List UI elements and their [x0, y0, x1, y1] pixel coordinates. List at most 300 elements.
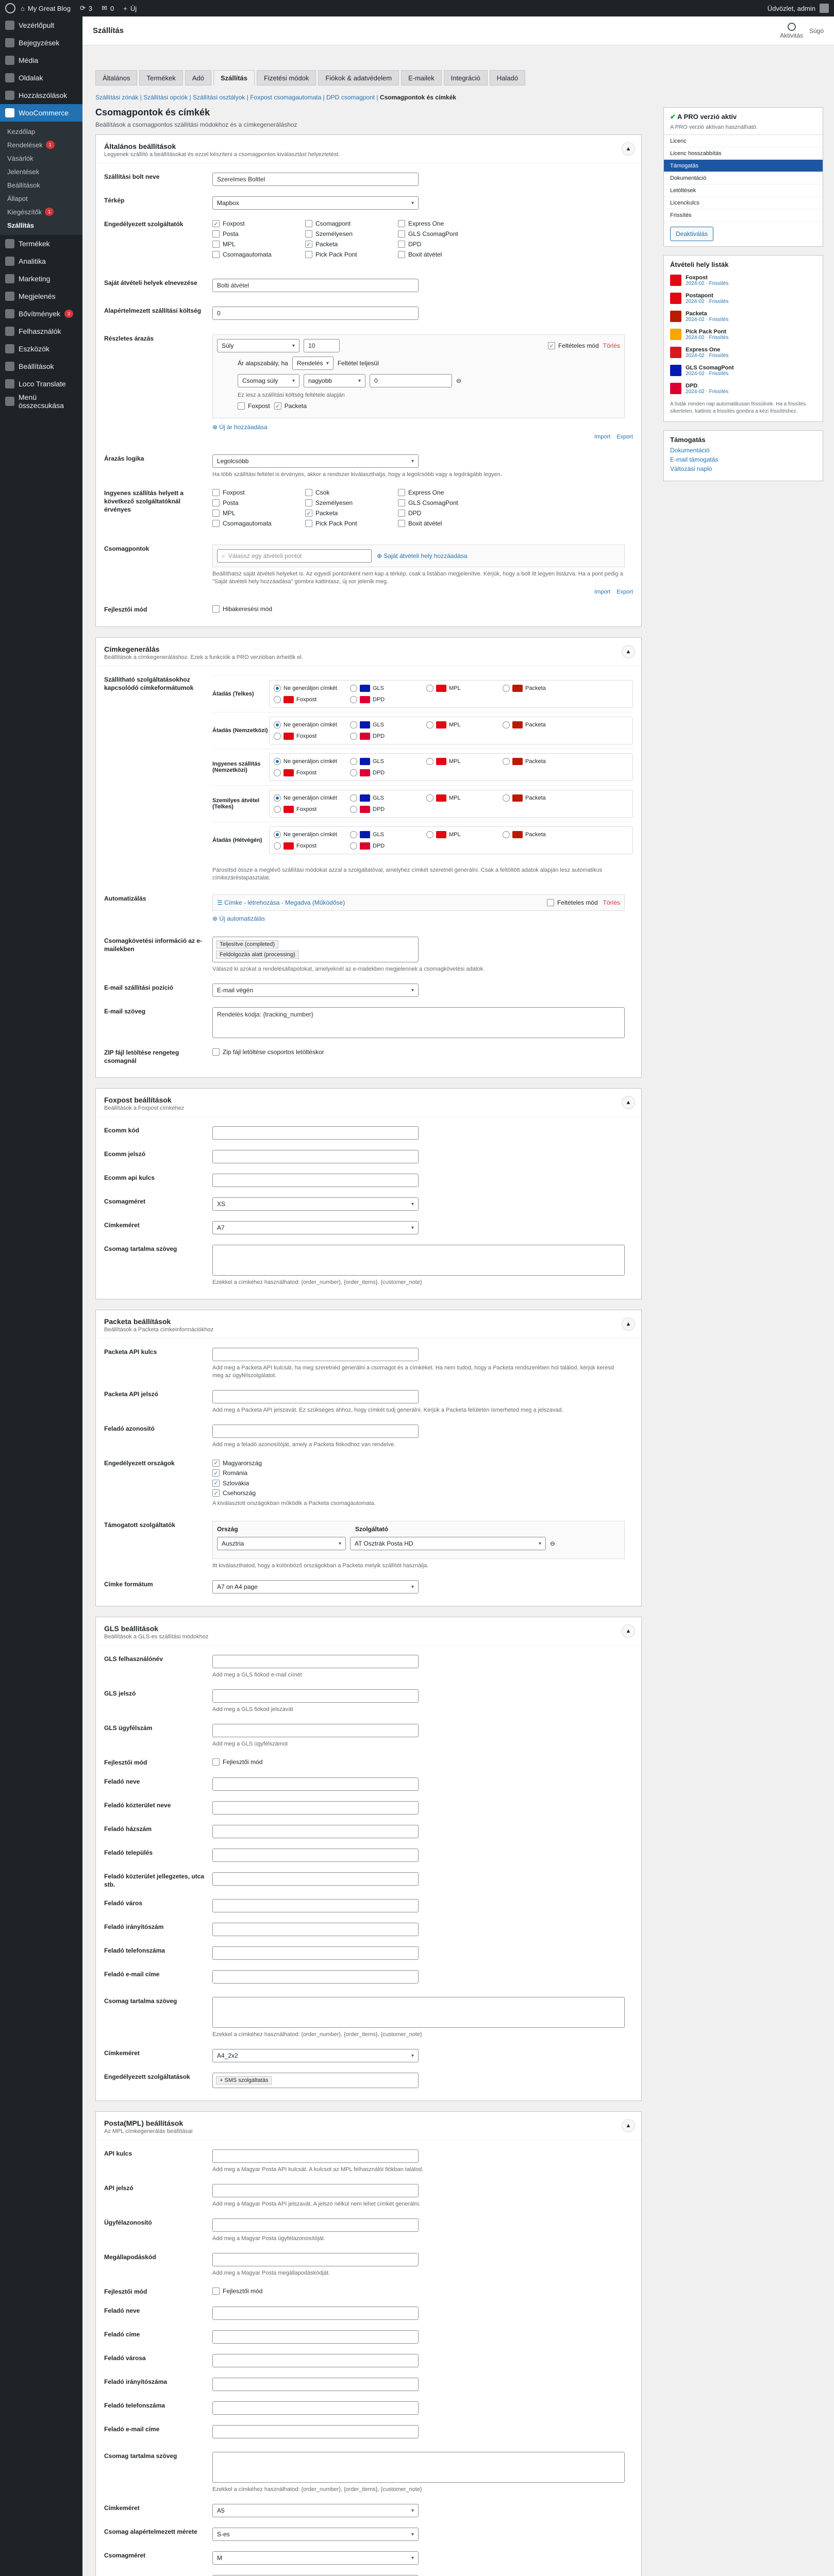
sidebar-item-b4[interactable]: [0, 305, 82, 323]
admin-sidebar: [0, 16, 82, 2576]
sidebar-item-label: Felhasználók: [19, 327, 61, 335]
deactivate-button[interactable]: Deaktiválás: [670, 227, 713, 241]
carrier-option[interactable]: [274, 696, 341, 703]
field-label: Szállítási bolt neve: [104, 173, 160, 180]
submenu-item[interactable]: [0, 192, 82, 205]
radio-icon: [503, 758, 510, 765]
sidebar-item-label: WooCommerce: [19, 109, 69, 117]
breadcrumb-link[interactable]: Szállítási opciók: [143, 94, 188, 101]
field-select[interactable]: [212, 1221, 419, 1234]
checkbox-label: DPD: [408, 510, 422, 517]
card-desc: Legyenek szállító a beállításokat és ezzel készíteni a csomagpontos kiválasztást helyeztetést.: [104, 151, 340, 158]
field-label: Packeta API jelszó: [104, 1391, 158, 1398]
tab[interactable]: Fiókok & adatvédelem: [318, 70, 399, 86]
carrier-checkbox[interactable]: [305, 520, 398, 527]
checkbox-icon: [547, 899, 554, 906]
email-position-select[interactable]: [212, 984, 419, 997]
tab[interactable]: E-mailek: [401, 70, 442, 86]
tab[interactable]: Szállítás: [213, 70, 255, 86]
carrier-logo-icon: [670, 347, 681, 358]
field-help: Add meg a Magyar Posta ügyfélazonosítóját.: [212, 2235, 325, 2242]
carrier-checkbox[interactable]: [398, 251, 491, 258]
rule-check-foxpost[interactable]: [238, 402, 270, 410]
field-label: Feladó közterület jellegzetes, utca stb.: [104, 1873, 205, 1888]
support-link[interactable]: Változási napló: [670, 465, 712, 472]
option-label: Foxpost: [296, 806, 317, 812]
status-tag[interactable]: Feldolgozás alatt (processing): [216, 951, 299, 959]
sidebar-item-a5[interactable]: [0, 104, 82, 122]
pro-link[interactable]: Licenc hosszabbítás: [664, 147, 823, 160]
field-input[interactable]: [212, 1899, 419, 1912]
sidebar-item-b3[interactable]: [0, 287, 82, 305]
carrier-checkbox[interactable]: [305, 499, 398, 506]
carrier-checkbox[interactable]: [398, 510, 491, 517]
option-label: DPD: [373, 733, 385, 739]
carrier-checkbox[interactable]: [398, 230, 491, 238]
country-checkbox[interactable]: [212, 1480, 249, 1487]
field-input[interactable]: [212, 1923, 419, 1936]
carrier-checkbox[interactable]: [212, 241, 305, 248]
card-title: Általános beállítások: [104, 142, 176, 150]
sidebar-item-b8[interactable]: [0, 375, 82, 393]
carrier-option[interactable]: [350, 831, 417, 838]
carrier-option[interactable]: [274, 733, 341, 740]
carrier-checkbox[interactable]: [398, 241, 491, 248]
add-automation-link[interactable]: ⊕ Új automatizálás: [212, 915, 265, 922]
email-text-textarea[interactable]: Rendelés kódja: {tracking_number}: [212, 1007, 625, 1038]
export-link[interactable]: Export: [616, 434, 633, 440]
carrier-option[interactable]: [426, 831, 493, 838]
country-checkbox[interactable]: [212, 1460, 262, 1467]
carrier-option[interactable]: [426, 758, 493, 765]
free-shipping-carriers: [212, 489, 633, 527]
field-label: Csomag tartalma szöveg: [104, 1997, 177, 2005]
carrier-option[interactable]: [274, 831, 341, 838]
submenu-item[interactable]: [0, 218, 82, 232]
conditional-checkbox[interactable]: [548, 342, 599, 349]
refresh-link[interactable]: 2024-02 · Frissítés: [686, 371, 729, 377]
carrier-option[interactable]: [274, 842, 341, 850]
rule-note: Ez lesz a szállítási költség feltétele alapján: [238, 392, 345, 398]
breadcrumb-link[interactable]: DPD csomagpont: [326, 94, 375, 101]
option-label: Foxpost: [296, 733, 317, 739]
field-input[interactable]: [212, 1872, 419, 1886]
greeting: Üdvözlet, admin: [767, 4, 815, 12]
breadcrumb-link[interactable]: Szállítási osztályok: [193, 94, 245, 101]
carrier-checkbox[interactable]: [212, 251, 305, 258]
field-input[interactable]: [212, 2354, 419, 2367]
tab[interactable]: Integráció: [444, 70, 488, 86]
field-label: Feladó neve: [104, 2307, 140, 2314]
checkbox-icon: [398, 241, 405, 248]
checkbox-label: Szlovákia: [223, 1479, 249, 1487]
checkbox-label: Hibakeresési mód: [223, 605, 273, 613]
field-label: Feladó városa: [104, 2354, 146, 2362]
updates-link[interactable]: [80, 4, 92, 12]
submenu-item[interactable]: [0, 151, 82, 165]
admin-bar: [0, 0, 834, 16]
field-input[interactable]: [212, 1689, 419, 1703]
support-link[interactable]: E-mail támogatás: [670, 456, 719, 463]
row-label: Átadás (Nemzetközi): [212, 727, 268, 734]
pro-link[interactable]: Dokumentáció: [664, 172, 823, 184]
carrier-option[interactable]: [503, 758, 570, 765]
gls-labelsize-select[interactable]: [212, 2049, 419, 2062]
add-rule-link[interactable]: ⊕ Új ár hozzáadása: [212, 423, 268, 431]
carrier-name: GLS CsomagPont: [686, 365, 734, 371]
condition-b-select[interactable]: [304, 374, 365, 387]
tab[interactable]: Haladó: [490, 70, 525, 86]
carrier-checkbox[interactable]: [212, 510, 305, 517]
carrier-checkbox[interactable]: [212, 520, 305, 527]
collapse-chevron-icon[interactable]: ▲: [622, 1096, 635, 1109]
activity-button[interactable]: [780, 23, 803, 39]
field-input[interactable]: [212, 1126, 419, 1140]
option-label: GLS: [373, 758, 385, 765]
submenu-item[interactable]: [0, 165, 82, 178]
condition-a-select[interactable]: [238, 374, 299, 387]
sidebar-item-a1[interactable]: [0, 34, 82, 52]
condition-c-input[interactable]: 0: [370, 374, 452, 387]
remove-condition-icon[interactable]: ⊖: [456, 377, 462, 384]
carrier-option[interactable]: [274, 758, 341, 765]
posta-contract-input[interactable]: [212, 2253, 419, 2266]
pro-link[interactable]: Frissítés: [664, 209, 823, 222]
posta-customer-input[interactable]: [212, 2218, 419, 2232]
country-checkbox[interactable]: [212, 1469, 247, 1477]
breadcrumb-sep: |: [188, 94, 193, 101]
field-input[interactable]: [212, 2401, 419, 2415]
posta-size-select[interactable]: [212, 2528, 419, 2541]
carrier-option[interactable]: [350, 696, 417, 703]
store-name-input[interactable]: Szerelmes Bolttel: [212, 173, 419, 186]
posta-labelsize-select[interactable]: [212, 2504, 419, 2517]
carrier-checkbox[interactable]: [212, 220, 305, 227]
carrier-option[interactable]: [350, 806, 417, 813]
sidebar-item-b6[interactable]: [0, 340, 82, 358]
sidebar-item-a0[interactable]: [0, 16, 82, 34]
sidebar-item-b5[interactable]: [0, 323, 82, 340]
checkbox-label: GLS CsomagPont: [408, 230, 458, 238]
field-label: API jelszó: [104, 2184, 134, 2192]
status-tag[interactable]: Teljesítve (completed): [216, 940, 278, 948]
carrier-option[interactable]: [503, 831, 570, 838]
posta-secret-input[interactable]: [212, 2184, 419, 2197]
submenu-item[interactable]: [0, 178, 82, 192]
sidebar-item-a4[interactable]: [0, 87, 82, 104]
debug-checkbox[interactable]: [212, 605, 272, 613]
packeta-sender-input[interactable]: [212, 1425, 419, 1438]
checkbox-icon: [398, 510, 405, 517]
breadcrumb-link[interactable]: Foxpost csomagautomata: [250, 94, 322, 101]
submenu-item[interactable]: [0, 205, 82, 218]
option-label: MPL: [449, 795, 461, 801]
posta-content-textarea[interactable]: [212, 2452, 625, 2483]
field-input[interactable]: [212, 1849, 419, 1862]
carrier-option[interactable]: [350, 794, 417, 802]
refresh-icon: ⟳: [79, 4, 86, 12]
carrier-checkbox[interactable]: [305, 251, 398, 258]
tab[interactable]: Fizetési módok: [257, 70, 316, 86]
help-button[interactable]: [809, 27, 824, 35]
select-value: Súly: [222, 342, 234, 349]
carrier-option[interactable]: [426, 721, 493, 728]
condition-label: Ár alapszabály, ha: [238, 360, 288, 367]
add-automation-label: Új automatizálás: [219, 915, 265, 922]
carrier-checkbox[interactable]: [212, 499, 305, 506]
carrier-checkbox[interactable]: [305, 489, 398, 496]
checkbox-icon: [305, 230, 312, 238]
field-input[interactable]: [212, 1970, 419, 1984]
sidebar-item-a3[interactable]: [0, 69, 82, 87]
checkbox-label: Posta: [223, 230, 239, 238]
checkbox-label: Fejlesztői mód: [223, 2287, 263, 2295]
field-input[interactable]: [212, 2378, 419, 2391]
service-tag[interactable]: + SMS szolgáltatás: [216, 2076, 272, 2084]
rule-qty-input[interactable]: 10: [304, 339, 340, 352]
default-cost-input[interactable]: 0: [212, 307, 419, 320]
field-label: Fejlesztői mód: [104, 2288, 147, 2295]
sidebar-item-b7[interactable]: [0, 358, 82, 375]
carrier-name: Pick Pack Pont: [686, 329, 726, 335]
field-label: Szállítható szolgáltatásokhoz kapcsolódó címkeformátumok: [104, 676, 194, 691]
checkbox-label: Packeta: [315, 510, 338, 517]
sidebar-item-label: Menü összecsukása: [19, 393, 64, 410]
carrier-checkbox[interactable]: [212, 489, 305, 496]
export-link[interactable]: Export: [616, 589, 633, 595]
package-content-textarea[interactable]: [212, 1245, 625, 1276]
field-help: Ezekkel a címkéhez használhatod: {order_number}, {order_items}, {customer_note}: [212, 2486, 422, 2493]
posta-weight-select[interactable]: [212, 2551, 419, 2565]
option-label: MPL: [449, 722, 461, 728]
sidebar-item-b1[interactable]: [0, 252, 82, 270]
carrier-checkbox[interactable]: [305, 220, 398, 227]
carrier-option[interactable]: [274, 769, 341, 776]
label-settings-card: [95, 637, 642, 1078]
submenu-label: Kiegészítők: [7, 208, 42, 216]
field-label: API kulcs: [104, 2150, 132, 2157]
field-label: Ecomm jelszó: [104, 1150, 146, 1158]
map-country-select[interactable]: [217, 1537, 346, 1550]
pro-link[interactable]: Letöltések: [664, 184, 823, 197]
field-input[interactable]: [212, 1801, 419, 1815]
carrier-option[interactable]: [274, 685, 341, 692]
carrier-option[interactable]: [274, 794, 341, 802]
field-label: Alapértelmezett szállítási költség: [104, 307, 202, 314]
carrier-option[interactable]: [274, 806, 341, 813]
automation-icon: ☰: [217, 899, 225, 906]
sidebar-item-label: Bejegyzések: [19, 39, 60, 47]
field-input[interactable]: [212, 1174, 419, 1187]
field-input[interactable]: [212, 2307, 419, 2320]
wordpress-logo-icon[interactable]: [5, 3, 15, 13]
submenu-item[interactable]: [0, 138, 82, 151]
menu-icon: [5, 108, 14, 117]
menu-icon: [5, 362, 14, 371]
sidebar-item-b2[interactable]: [0, 270, 82, 287]
submenu-item[interactable]: [0, 125, 82, 138]
collapse-chevron-icon[interactable]: ▲: [622, 1317, 635, 1331]
sidebar-item-b0[interactable]: [0, 235, 82, 252]
refresh-link[interactable]: 2024-02 · Frissítés: [686, 299, 729, 304]
automation-link[interactable]: [217, 899, 345, 906]
carrier-option[interactable]: [350, 685, 417, 692]
pro-link[interactable]: Licenc: [664, 135, 823, 147]
collapse-chevron-icon[interactable]: ▲: [622, 1624, 635, 1638]
card-desc: Beállítások a címkegeneráláshoz. Ezek a funkciók a PRO verzióban érhetők el.: [104, 654, 303, 660]
field-help: Add meg a GLS fiókod jelszavát: [212, 1706, 293, 1713]
rule-check-packeta[interactable]: [274, 402, 307, 410]
field-select[interactable]: [212, 1197, 419, 1211]
gls-services-input[interactable]: [212, 2073, 419, 2088]
carrier-checkbox[interactable]: [212, 230, 305, 238]
field-label: Feladó város: [104, 1900, 143, 1907]
tab[interactable]: Termékek: [139, 70, 182, 86]
sidebar-item-a2[interactable]: [0, 52, 82, 69]
field-help: Add meg a feladó azonosítóját, amely a Packeta fiókodhoz van rendelve.: [212, 1442, 396, 1448]
checkbox-icon: [305, 499, 312, 506]
points-select[interactable]: [217, 549, 372, 563]
packeta-api-input[interactable]: [212, 1348, 419, 1361]
carrier-option[interactable]: [350, 758, 417, 765]
pro-link[interactable]: Támogatás: [664, 160, 823, 172]
select-value: Mapbox: [217, 199, 239, 207]
sidebar-item-b9[interactable]: [0, 393, 82, 410]
site-name-link[interactable]: [21, 5, 71, 12]
checkbox-label: Románia: [223, 1469, 248, 1477]
select-value: S-es: [217, 2531, 230, 2538]
carrier-option[interactable]: [426, 794, 493, 802]
radio-icon: [350, 758, 357, 765]
carrier-option[interactable]: [274, 721, 341, 728]
option-label: DPD: [373, 770, 385, 776]
support-link[interactable]: Dokumentáció: [670, 447, 710, 454]
field-help: Add meg a Packeta API jelszavát. Ez szükséges ahhoz, hogy címkét tudj generálni. Kérjük a Packeta felületén ismerheted meg a jelszavad.: [212, 1407, 563, 1413]
comments-link[interactable]: [102, 4, 114, 12]
country-checkbox[interactable]: [212, 1489, 256, 1497]
field-input[interactable]: [212, 2330, 419, 2344]
comments-count: 0: [110, 4, 114, 12]
tab[interactable]: Adó: [185, 70, 211, 86]
radio-icon: [503, 831, 510, 838]
condition-label-2: Feltétel teljesül: [337, 360, 379, 367]
carrier-option[interactable]: [503, 685, 570, 692]
count-badge: 1: [46, 141, 55, 149]
refresh-link[interactable]: 2024-02 · Frissítés: [686, 335, 729, 341]
label-carrier-row: [212, 822, 633, 858]
posta-api-input[interactable]: [212, 2149, 419, 2163]
carrier-logo-icon: [670, 311, 681, 322]
delete-rule-link[interactable]: Törlés: [603, 342, 620, 349]
field-help: Add meg a GLS ügyfélszámot: [212, 1741, 288, 1747]
carrier-option[interactable]: [426, 685, 493, 692]
import-link[interactable]: Import: [594, 434, 611, 440]
widget-title: A PRO verzió aktív: [677, 113, 737, 121]
label-format-select[interactable]: [212, 1580, 419, 1594]
card-desc: Beállítások a GLS-es szállítási módokhoz: [104, 1634, 209, 1640]
field-input[interactable]: [212, 1777, 419, 1791]
carrier-checkbox[interactable]: [305, 510, 398, 517]
settings-tabs: [95, 70, 527, 86]
pickup-list-item: [664, 380, 823, 398]
carrier-option[interactable]: [350, 721, 417, 728]
field-input[interactable]: [212, 1150, 419, 1163]
collapse-chevron-icon[interactable]: ▲: [622, 142, 635, 156]
status-tags-input[interactable]: [212, 937, 419, 962]
field-label: Megállapodáskód: [104, 2253, 156, 2261]
own-method-input[interactable]: Bolti átvétel: [212, 279, 419, 292]
add-point-button[interactable]: ⊕ Saját átvételi hely hozzáadása: [377, 552, 468, 560]
refresh-link[interactable]: 2024-02 · Frissítés: [686, 353, 729, 359]
map-carrier-select[interactable]: [350, 1537, 546, 1550]
packeta-password-input[interactable]: [212, 1390, 419, 1403]
posta-test-checkbox[interactable]: [212, 2287, 262, 2295]
carrier-option[interactable]: [350, 842, 417, 850]
carrier-checkbox[interactable]: [398, 220, 491, 227]
submenu-label: Szállítás: [7, 221, 35, 229]
refresh-link[interactable]: 2024-02 · Frissítés: [686, 281, 729, 286]
gls-content-textarea[interactable]: [212, 1997, 625, 2028]
carrier-option[interactable]: [350, 733, 417, 740]
sidebar-item-label: Oldalak: [19, 74, 43, 82]
delete-automation-link[interactable]: Törlés: [603, 899, 620, 906]
rule-type-select[interactable]: [217, 339, 299, 352]
import-link[interactable]: Import: [594, 589, 611, 595]
refresh-link[interactable]: 2024-02 · Frissítés: [686, 389, 729, 395]
carrier-checkbox[interactable]: [398, 489, 491, 496]
automation-conditional-checkbox[interactable]: [547, 899, 598, 906]
map-select[interactable]: [212, 196, 419, 210]
collapse-chevron-icon[interactable]: ▲: [622, 2119, 635, 2132]
carrier-option[interactable]: [350, 769, 417, 776]
field-input[interactable]: [212, 2425, 419, 2438]
field-help: Válaszd ki azokat a rendelésállapotokat, amelyeknél az e-mailekben megjelennek a csomagkövetési adatok.: [212, 966, 485, 972]
collapse-chevron-icon[interactable]: ▲: [622, 645, 635, 658]
remove-mapping-icon[interactable]: ⊖: [550, 1540, 556, 1547]
account-menu[interactable]: [768, 4, 829, 13]
checkbox-label: Foxpost: [223, 220, 245, 227]
field-label: Ingyenes szállítás helyett a következő szolgáltatóknál érvényes: [104, 489, 184, 513]
carrier-option[interactable]: [503, 721, 570, 728]
tab[interactable]: Általános: [95, 70, 137, 86]
field-label: Árazás logika: [104, 455, 144, 462]
carrier-option[interactable]: [503, 794, 570, 802]
carrier-checkbox[interactable]: [305, 241, 398, 248]
breadcrumb-sep: |: [245, 94, 251, 101]
carrier-checkbox[interactable]: [398, 499, 491, 506]
carrier-checkbox[interactable]: [305, 230, 398, 238]
field-input[interactable]: [212, 1946, 419, 1960]
pro-link[interactable]: Licenckulcs: [664, 197, 823, 209]
field-input[interactable]: [212, 1825, 419, 1838]
carrier-logo-icon: [436, 721, 446, 728]
carrier-checkbox[interactable]: [398, 520, 491, 527]
pricing-logic-select[interactable]: [212, 454, 419, 468]
new-content-link[interactable]: [123, 5, 137, 12]
condition-op-select[interactable]: [292, 357, 333, 370]
breadcrumb-link[interactable]: Szállítási zónák: [95, 94, 139, 101]
field-label: Feladó irányítószám: [104, 1923, 164, 1930]
radio-icon: [426, 685, 433, 692]
menu-icon: [5, 73, 14, 82]
field-input[interactable]: [212, 1655, 419, 1668]
refresh-link[interactable]: 2024-02 · Frissítés: [686, 317, 729, 323]
zip-checkbox[interactable]: [212, 1048, 324, 1056]
gls-test-checkbox[interactable]: [212, 1758, 262, 1766]
main-area: [82, 16, 834, 2576]
field-input[interactable]: [212, 1724, 419, 1737]
field-help: Add meg a Magyar Posta API jelszavát. A jelszó nélkül nem lehet címkét generálni.: [212, 2201, 421, 2207]
